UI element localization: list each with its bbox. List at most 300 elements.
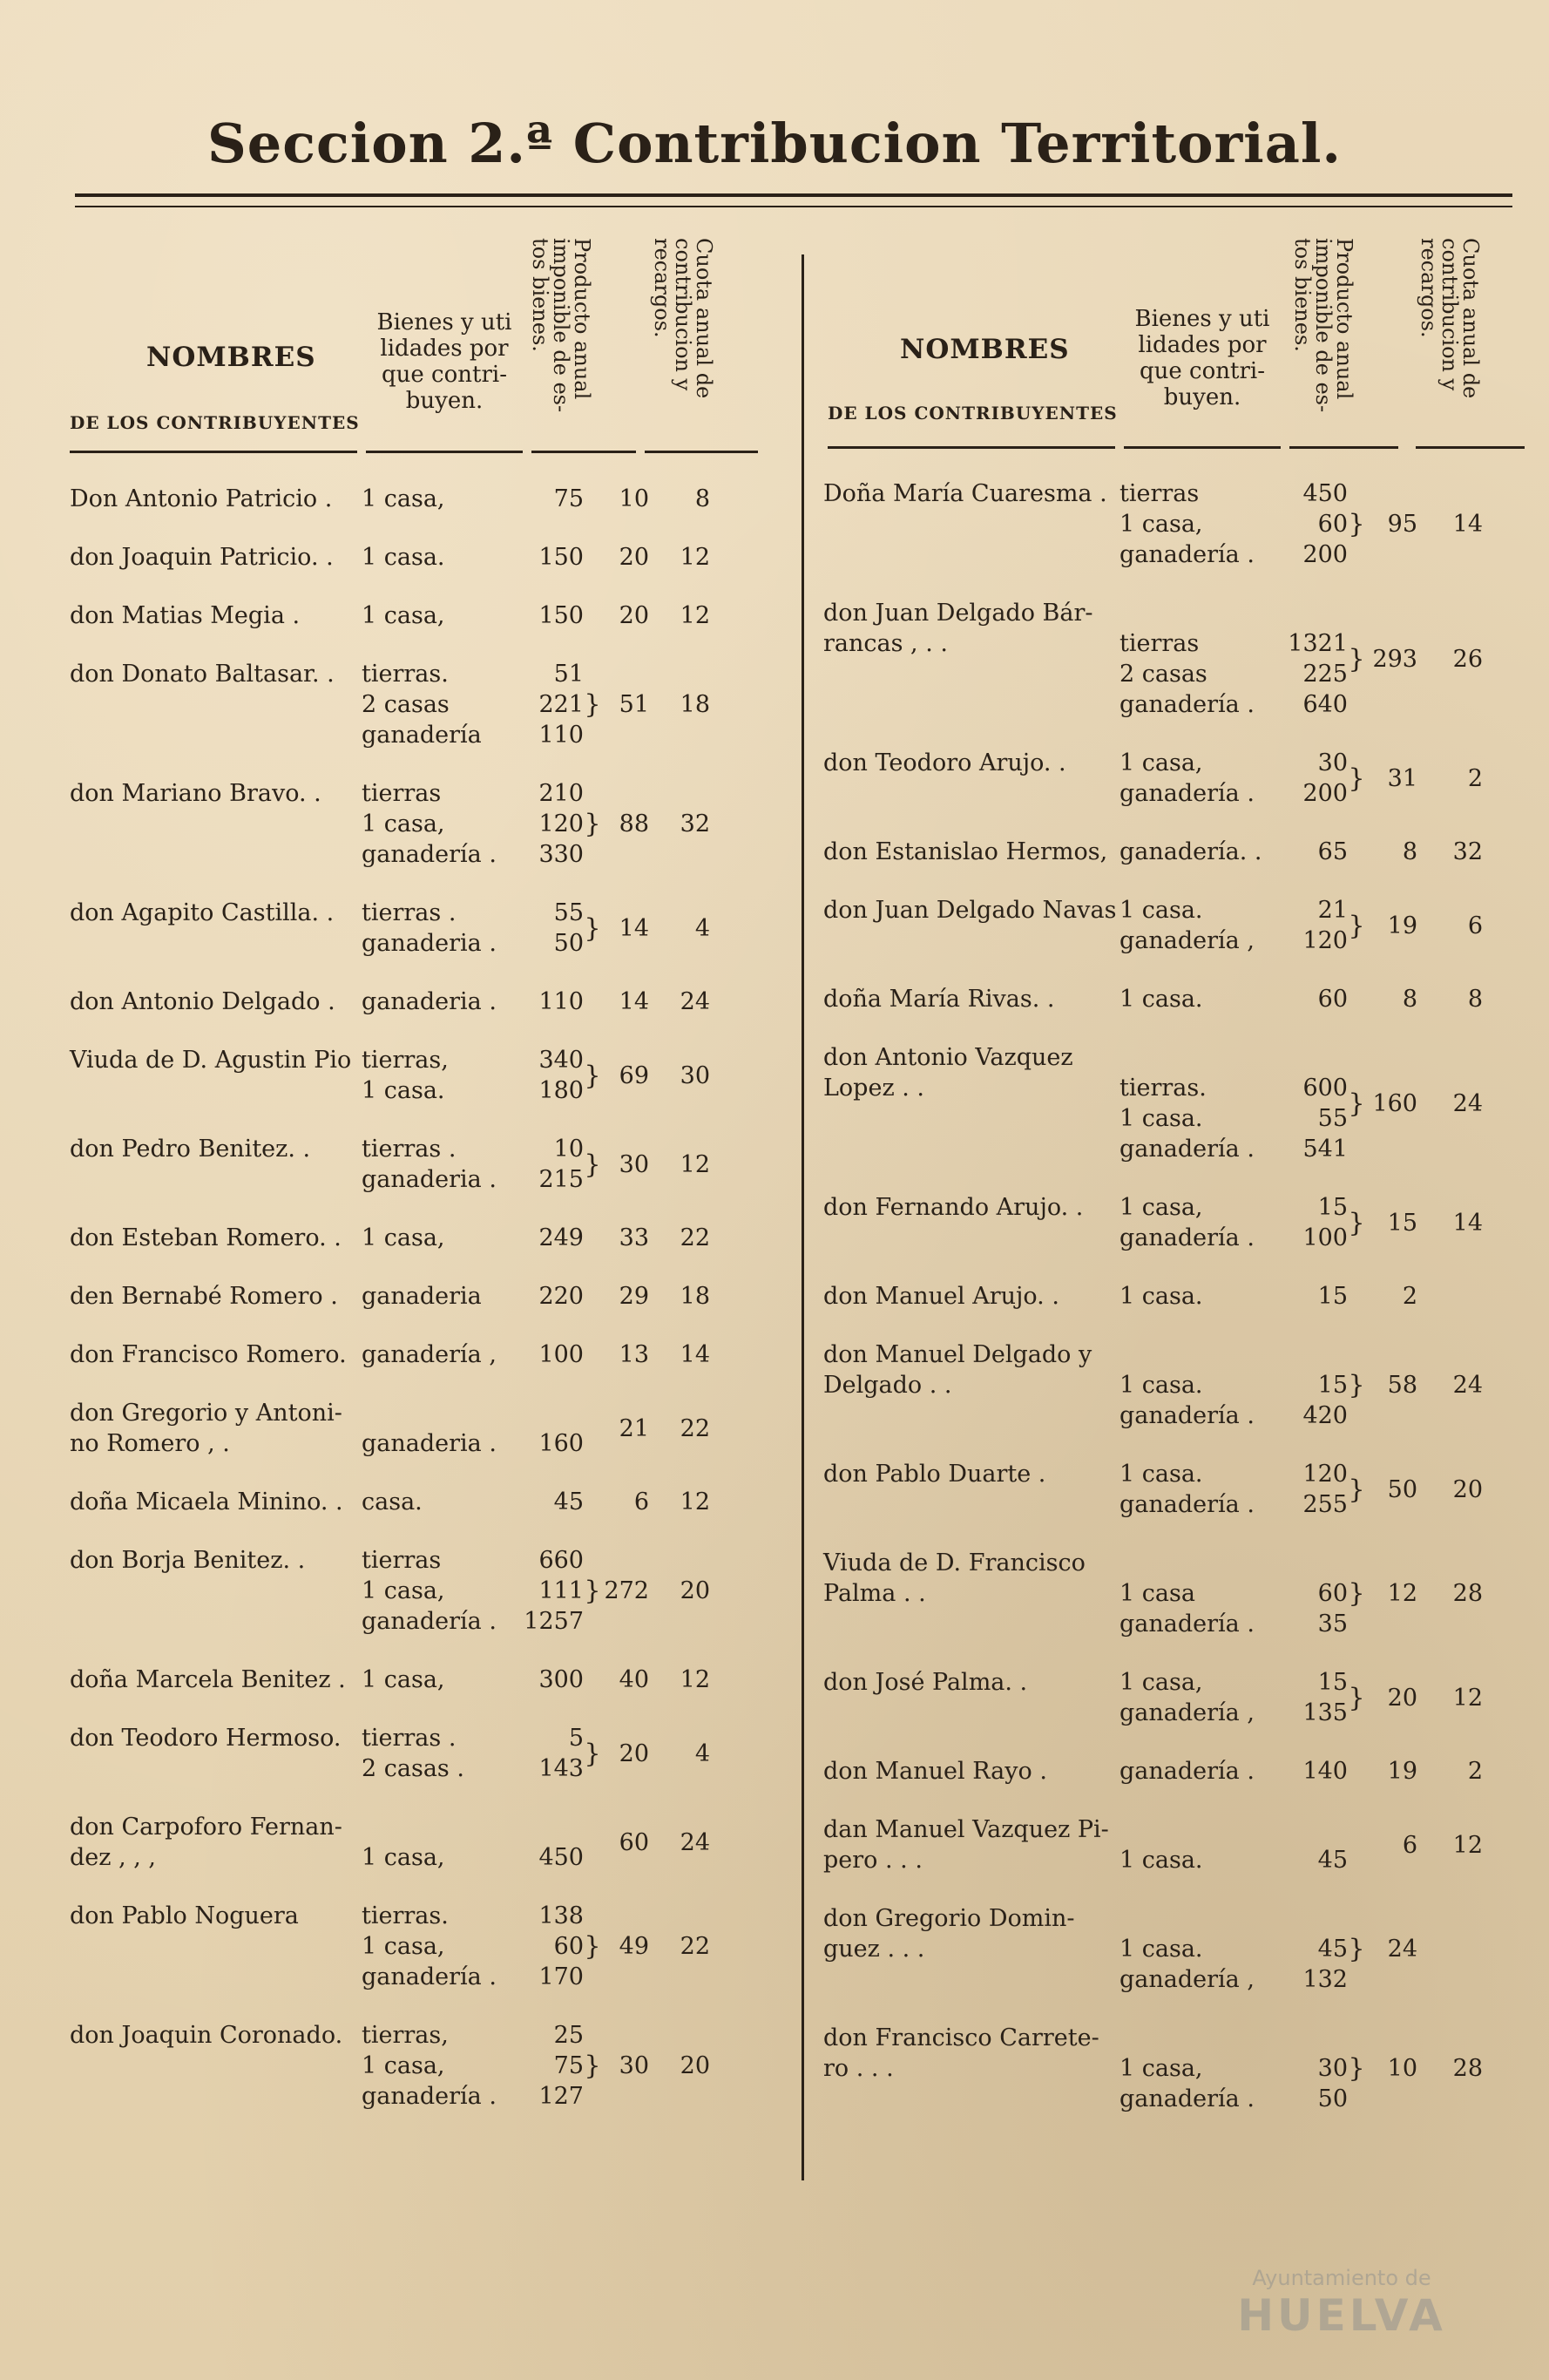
producto-cell: 160: [538, 1430, 584, 1457]
cuota-maravedis-cell: 28: [1452, 2055, 1483, 2082]
bienes-cell: tierras 1 casa, ganadería .: [1119, 480, 1255, 568]
cell-gap: [649, 1723, 671, 1784]
producto-cell: 138 60 170: [538, 1902, 584, 1990]
cuota-reales-cell: 14: [619, 988, 649, 1015]
cuota-reales-cell: 60: [619, 1828, 649, 1856]
watermark-line1: Ayuntamiento de: [1252, 2266, 1431, 2290]
bienes-cell: 1 casa ganadería .: [1119, 1580, 1255, 1638]
cell-gap: [1417, 1548, 1439, 1639]
cell-gap: [649, 898, 671, 959]
header-underline: [828, 446, 1115, 449]
brace-mark: [584, 542, 601, 573]
producto-cell: 45 132: [1302, 1936, 1348, 1993]
cell-gap: [649, 1339, 671, 1370]
brace-mark: [1348, 1756, 1365, 1787]
brace-mark: [584, 1281, 601, 1312]
bienes-cell: 1 casa. ganadería .: [1119, 1461, 1255, 1518]
cell-gap: [649, 1045, 671, 1106]
brace-mark: }: [584, 2051, 601, 2081]
brace-mark: [1348, 1281, 1365, 1312]
brace-mark: }: [1348, 1682, 1365, 1713]
cell-gap: [1417, 1192, 1439, 1253]
brace-mark: }: [584, 689, 601, 720]
header-underline: [366, 451, 523, 453]
cell-gap: [649, 542, 671, 573]
cuota-reales-cell: 69: [619, 1061, 649, 1089]
cuota-maravedis-cell: 22: [680, 1224, 710, 1251]
cuota-maravedis-cell: 22: [680, 1414, 710, 1442]
cuota-reales-cell: 6: [633, 1488, 649, 1515]
header-nombres: NOMBRES: [146, 342, 316, 373]
table-row: [823, 1042, 1529, 1164]
brace-mark: [584, 1665, 601, 1695]
title-rule: [75, 193, 1512, 197]
table-row: [70, 1223, 767, 1253]
contributor-name: den Bernabé Romero .: [70, 1283, 338, 1310]
bienes-cell: tierras. 1 casa, ganadería .: [362, 1902, 497, 1990]
cuota-reales-cell: 13: [619, 1341, 649, 1368]
producto-cell: 15 420: [1302, 1372, 1348, 1429]
bienes-cell: 1 casa,: [362, 1844, 445, 1871]
producto-cell: 120 255: [1302, 1461, 1348, 1518]
contributor-name: don Pablo Duarte .: [823, 1461, 1046, 1488]
producto-cell: 249: [538, 1224, 584, 1251]
cuota-reales-cell: 19: [1387, 912, 1417, 939]
producto-cell: 15 135: [1302, 1669, 1348, 1726]
bienes-cell: 1 casa,: [362, 602, 445, 629]
cuota-reales-cell: 95: [1387, 511, 1417, 538]
contributor-name: Don Antonio Patricio .: [70, 485, 333, 512]
right-header: [823, 231, 1529, 451]
bienes-cell: tierras . ganaderia .: [362, 1136, 497, 1193]
cuota-maravedis-cell: 24: [680, 1828, 710, 1856]
cell-gap: [649, 1665, 671, 1695]
cuota-maravedis-cell: 12: [680, 1150, 710, 1178]
bienes-cell: 1 casa. ganadería ,: [1119, 1936, 1255, 1993]
cell-gap: [649, 1812, 671, 1873]
brace-mark: [584, 600, 601, 631]
producto-cell: 300: [538, 1666, 584, 1693]
table-row: [70, 1339, 767, 1370]
cuota-reales-cell: 19: [1387, 1758, 1417, 1785]
cell-gap: [1417, 478, 1439, 570]
table-row: [70, 542, 767, 573]
bienes-cell: 1 casa.: [1119, 1283, 1203, 1310]
producto-cell: 1321 225 640: [1288, 630, 1348, 718]
bienes-cell: 1 casa, ganadería .: [1119, 1194, 1255, 1251]
table-row: [70, 1487, 767, 1517]
bienes-cell: 1 casa.: [362, 544, 445, 571]
cell-gap: [1417, 1339, 1439, 1431]
cuota-reales-cell: 12: [1387, 1580, 1417, 1607]
cuota-reales-cell: 58: [1387, 1372, 1417, 1399]
cuota-reales-cell: 20: [619, 1739, 649, 1767]
cuota-maravedis-cell: 24: [1452, 1089, 1483, 1117]
table-row: [823, 1192, 1529, 1253]
header-cuota: [650, 238, 716, 444]
brace-mark: }: [1348, 1578, 1365, 1609]
brace-mark: }: [1348, 1207, 1365, 1238]
brace-mark: [584, 1339, 601, 1370]
bienes-cell: ganadería .: [1119, 1758, 1255, 1785]
cuota-maravedis-cell: 12: [1452, 1684, 1483, 1712]
bienes-cell: tierras 1 casa, ganadería .: [362, 1547, 497, 1635]
contributor-name: don Matias Megia .: [70, 602, 301, 629]
cuota-reales-cell: 30: [619, 2052, 649, 2079]
table-row: [823, 1548, 1529, 1639]
producto-cell: 10 215: [538, 1136, 584, 1193]
cuota-maravedis-cell: 8: [694, 485, 710, 512]
table-row: [70, 1812, 767, 1873]
producto-cell: 660 111 1257: [524, 1547, 584, 1635]
contributor-name: don Joaquin Coronado.: [70, 2022, 343, 2049]
producto-cell: 25 75 127: [538, 2022, 584, 2110]
header-producto: [528, 238, 594, 444]
cuota-reales-cell: 24: [1387, 1936, 1417, 1963]
table-row: [70, 1901, 767, 1992]
header-underline: [1124, 446, 1281, 449]
cuota-maravedis-cell: 20: [680, 2052, 710, 2079]
table-row: [70, 600, 767, 631]
header-underline: [1416, 446, 1525, 449]
bienes-cell: tierras . 2 casas .: [362, 1725, 464, 1782]
header-cuota: [1417, 238, 1483, 444]
cell-gap: [649, 1487, 671, 1517]
header-bienes: Bienes y uti lidades por que contri- buyen.: [1134, 306, 1270, 410]
cell-gap: [1417, 1459, 1439, 1520]
brace-mark: [584, 484, 601, 514]
producto-cell: 600 55 541: [1302, 1075, 1348, 1163]
cuota-reales-cell: 2: [1402, 1283, 1417, 1310]
brace-mark: }: [1348, 763, 1365, 794]
cuota-reales-cell: 10: [619, 485, 649, 512]
producto-cell: 150: [538, 544, 584, 571]
table-row: [70, 1545, 767, 1637]
cuota-reales-cell: 293: [1372, 645, 1417, 673]
table-row: [823, 1903, 1529, 1995]
producto-cell: 75: [553, 485, 584, 512]
producto-cell: 45: [1317, 1847, 1348, 1874]
header-nombres: NOMBRES: [900, 334, 1070, 365]
cell-gap: [1417, 1042, 1439, 1164]
producto-cell: 340 180: [538, 1047, 584, 1104]
contributor-name: don Esteban Romero. .: [70, 1224, 342, 1251]
header-producto-text: Producto anual imponible de es- tos bienes.: [528, 238, 594, 413]
cuota-maravedis-cell: 12: [680, 1488, 710, 1515]
table-row: [823, 1459, 1529, 1520]
producto-cell: 30 200: [1302, 749, 1348, 807]
contributor-name: dan Manuel Vazquez Pi- pero . . .: [823, 1816, 1109, 1874]
producto-cell: 100: [538, 1341, 584, 1368]
cuota-reales-cell: 40: [619, 1666, 649, 1693]
cell-gap: [649, 1398, 671, 1459]
cuota-maravedis-cell: 12: [680, 602, 710, 629]
brace-mark: }: [584, 1149, 601, 1180]
brace-mark: }: [1348, 1474, 1365, 1505]
cell-gap: [1417, 984, 1439, 1014]
brace-mark: }: [1348, 1370, 1365, 1400]
cell-gap: [649, 600, 671, 631]
header-producto-text: Producto anual imponible de es- tos bienes.: [1290, 238, 1356, 413]
table-row: [823, 478, 1529, 570]
cell-gap: [1417, 895, 1439, 956]
cell-gap: [649, 659, 671, 750]
producto-cell: 5 143: [538, 1725, 584, 1782]
brace-mark: }: [584, 1576, 601, 1606]
bienes-cell: 1 casa, ganadería ,: [1119, 1669, 1255, 1726]
cuota-maravedis-cell: 18: [680, 1283, 710, 1310]
cell-gap: [1417, 1667, 1439, 1728]
table-row: [823, 1667, 1529, 1728]
cuota-maravedis-cell: 28: [1452, 1580, 1483, 1607]
cell-gap: [649, 1281, 671, 1312]
cell-gap: [649, 1545, 671, 1637]
contributor-name: don Gregorio Domin- guez . . .: [823, 1905, 1075, 1963]
right-column: [823, 231, 1529, 2112]
cuota-reales-cell: 29: [619, 1283, 649, 1310]
table-row: [70, 1665, 767, 1695]
bienes-cell: tierras 2 casas ganadería .: [1119, 630, 1255, 718]
brace-mark: }: [584, 912, 601, 944]
table-row: [823, 1281, 1529, 1312]
cuota-maravedis-cell: [1439, 1903, 1483, 1995]
table-row: [823, 1756, 1529, 1787]
contributor-name: don Juan Delgado Navas: [823, 897, 1117, 924]
left-column: [70, 231, 767, 2110]
bienes-cell: ganaderia .: [362, 988, 497, 1015]
producto-cell: 450 60 200: [1302, 480, 1348, 568]
brace-mark: [584, 1398, 601, 1459]
page-title: Seccion 2.ª Contribucion Territorial.: [206, 112, 1343, 175]
cuota-maravedis-cell: 32: [680, 810, 710, 837]
producto-cell: 15 100: [1302, 1194, 1348, 1251]
cuota-reales-cell: 33: [619, 1224, 649, 1251]
contributor-name: don Juan Delgado Bár- rancas , . .: [823, 600, 1093, 657]
header-underline: [531, 451, 636, 453]
table-row: [70, 898, 767, 959]
table-row: [70, 659, 767, 750]
bienes-cell: 1 casa,: [362, 485, 445, 512]
table-row: [70, 987, 767, 1017]
contributor-name: don Joaquin Patricio. .: [70, 544, 334, 571]
table-row: [823, 837, 1529, 867]
contributor-name: don Teodoro Hermoso.: [70, 1725, 342, 1752]
table-row: [70, 1134, 767, 1195]
left-header: [70, 231, 767, 451]
cuota-reales-cell: 50: [1387, 1475, 1417, 1503]
brace-mark: }: [584, 809, 601, 839]
contributor-name: don Antonio Vazquez Lopez . .: [823, 1044, 1073, 1102]
cuota-maravedis-cell: 24: [1452, 1372, 1483, 1399]
table-row: [70, 484, 767, 514]
cuota-reales-cell: 14: [619, 914, 649, 942]
watermark-logo: [1185, 2205, 1498, 2344]
bienes-cell: 1 casa. ganadería .: [1119, 1372, 1255, 1429]
contributor-name: Viuda de D. Francisco Palma . .: [823, 1549, 1086, 1607]
table-row: [823, 2023, 1529, 2114]
brace-mark: [584, 987, 601, 1017]
bienes-cell: 1 casa,: [362, 1224, 445, 1251]
cell-gap: [649, 1223, 671, 1253]
contributor-name: don Pedro Benitez. .: [70, 1136, 311, 1163]
contributor-name: don Gregorio y Antoni- no Romero , .: [70, 1400, 342, 1457]
cell-gap: [1417, 748, 1439, 809]
producto-cell: 45: [553, 1488, 584, 1515]
producto-cell: 140: [1302, 1758, 1348, 1785]
cuota-reales-cell: 49: [619, 1933, 649, 1960]
header-underline: [70, 451, 357, 453]
contributor-name: doña Micaela Minino. .: [70, 1488, 343, 1515]
cell-gap: [1417, 1281, 1439, 1312]
bienes-cell: ganadería. .: [1119, 838, 1262, 865]
table-row: [823, 895, 1529, 956]
producto-cell: 220: [538, 1283, 584, 1310]
cell-gap: [649, 1901, 671, 1992]
contributor-name: doña Marcela Benitez .: [70, 1666, 346, 1693]
bienes-cell: 1 casa.: [1119, 1847, 1203, 1874]
cell-gap: [1417, 2023, 1439, 2114]
contributor-name: don Donato Baltasar. .: [70, 661, 335, 688]
bienes-cell: tierras 1 casa, ganadería .: [362, 780, 497, 868]
brace-mark: }: [1348, 643, 1365, 675]
cuota-maravedis-cell: 4: [694, 1739, 710, 1767]
cuota-maravedis-cell: 2: [1467, 1758, 1483, 1785]
brace-mark: }: [584, 1060, 601, 1091]
producto-cell: 30 50: [1317, 2055, 1348, 2112]
contributor-name: don Manuel Rayo .: [823, 1758, 1047, 1785]
cuota-maravedis-cell: 12: [680, 1666, 710, 1693]
cuota-maravedis-cell: 24: [680, 988, 710, 1015]
cuota-maravedis-cell: 8: [1467, 986, 1483, 1013]
producto-cell: 65: [1317, 838, 1348, 865]
cell-gap: [1417, 1756, 1439, 1787]
watermark-line2: HUELVA: [1237, 2290, 1446, 2341]
producto-cell: 55 50: [553, 899, 584, 957]
table-row: [823, 598, 1529, 720]
contributor-name: don Agapito Castilla. .: [70, 899, 335, 926]
brace-mark: }: [1348, 910, 1365, 941]
contributor-name: don Manuel Arujo. .: [823, 1283, 1059, 1310]
bienes-cell: 1 casa. ganadería ,: [1119, 897, 1255, 954]
contributor-name: don Mariano Bravo. .: [70, 780, 321, 807]
cuota-maravedis-cell: 32: [1452, 838, 1483, 865]
header-cuota-text: Cuota anual de contribucion y recargos.: [650, 238, 716, 399]
cuota-maravedis-cell: 12: [1452, 1831, 1483, 1859]
bienes-cell: ganaderia: [362, 1283, 482, 1310]
cuota-maravedis-cell: 26: [1452, 645, 1483, 673]
cuota-maravedis-cell: 20: [680, 1577, 710, 1604]
producto-cell: 60 35: [1317, 1580, 1348, 1638]
table-row: [823, 1339, 1529, 1431]
brace-mark: }: [584, 1738, 601, 1769]
brace-mark: [584, 1812, 601, 1873]
table-row: [70, 778, 767, 870]
contributor-name: don Antonio Delgado .: [70, 988, 335, 1015]
cuota-reales-cell: 10: [1387, 2055, 1417, 2082]
contributor-name: don Francisco Romero.: [70, 1341, 347, 1368]
producto-cell: 210 120 330: [538, 780, 584, 868]
contributor-name: don Manuel Delgado y Delgado . .: [823, 1341, 1092, 1399]
table-row: [70, 1045, 767, 1106]
header-producto: [1290, 238, 1356, 444]
cuota-maravedis-cell: 6: [1467, 912, 1483, 939]
cuota-maravedis-cell: 22: [680, 1933, 710, 1960]
table-row: [823, 1814, 1529, 1875]
cuota-maravedis-cell: 14: [1452, 1209, 1483, 1237]
cuota-reales-cell: 88: [619, 810, 649, 837]
contributor-name: doña María Rivas. .: [823, 986, 1055, 1013]
cuota-maravedis-cell: 4: [694, 914, 710, 942]
contributor-name: don José Palma. .: [823, 1669, 1028, 1696]
cuota-reales-cell: 31: [1387, 764, 1417, 792]
producto-cell: 21 120: [1302, 897, 1348, 954]
bienes-cell: 1 casa, ganadería .: [1119, 2055, 1255, 2112]
table-row: [823, 748, 1529, 809]
contributor-name: Doña María Cuaresma .: [823, 480, 1107, 507]
producto-cell: 51 221 110: [538, 661, 584, 749]
bienes-cell: tierras, 1 casa.: [362, 1047, 449, 1104]
cell-gap: [649, 2020, 671, 2112]
cuota-reales-cell: 30: [619, 1150, 649, 1178]
cell-gap: [1417, 598, 1439, 720]
bienes-cell: ganaderia .: [362, 1430, 497, 1457]
brace-mark: [584, 1223, 601, 1253]
cell-gap: [649, 1134, 671, 1195]
cuota-maravedis-cell: 30: [680, 1061, 710, 1089]
cuota-maravedis-cell: 12: [680, 544, 710, 571]
table-row: [70, 1723, 767, 1784]
cuota-maravedis-cell: 20: [1452, 1475, 1483, 1503]
cuota-reales-cell: 21: [619, 1414, 649, 1442]
bienes-cell: tierras . ganaderia .: [362, 899, 497, 957]
cuota-maravedis-cell: [1439, 1281, 1483, 1312]
brace-mark: }: [1348, 1934, 1365, 1964]
contributor-name: don Borja Benitez. .: [70, 1547, 306, 1574]
header-underline: [645, 451, 758, 453]
cuota-reales-cell: 160: [1372, 1089, 1417, 1117]
cuota-reales-cell: 20: [1387, 1684, 1417, 1712]
cuota-maravedis-cell: 14: [1452, 511, 1483, 538]
cuota-reales-cell: 8: [1402, 838, 1417, 865]
brace-mark: [1348, 1814, 1365, 1875]
contributor-name: Viuda de D. Agustin Pio: [70, 1047, 352, 1074]
right-rows: [823, 478, 1529, 2142]
cuota-reales-cell: 8: [1402, 986, 1417, 1013]
cuota-reales-cell: 6: [1402, 1831, 1417, 1859]
cell-gap: [1417, 1814, 1439, 1875]
brace-mark: [1348, 837, 1365, 867]
bienes-cell: tierras, 1 casa, ganadería .: [362, 2022, 497, 2110]
cuota-reales-cell: 272: [604, 1577, 649, 1604]
header-contribuyentes: DE LOS CONTRIBUYENTES: [70, 412, 360, 433]
table-row: [70, 1281, 767, 1312]
producto-cell: 15: [1317, 1283, 1348, 1310]
title-rule-thin: [75, 206, 1512, 207]
cell-gap: [1417, 837, 1439, 867]
cell-gap: [1417, 1903, 1439, 1995]
contributor-name: don Teodoro Arujo. .: [823, 749, 1066, 776]
brace-mark: }: [1348, 1088, 1365, 1119]
cuota-reales-cell: 15: [1387, 1209, 1417, 1237]
cuota-maravedis-cell: 14: [680, 1341, 710, 1368]
producto-cell: 60: [1317, 986, 1348, 1013]
bienes-cell: casa.: [362, 1488, 423, 1515]
producto-cell: 450: [538, 1844, 584, 1871]
table-row: [823, 984, 1529, 1014]
cuota-maravedis-cell: 18: [680, 691, 710, 718]
cuota-maravedis-cell: 2: [1467, 764, 1483, 792]
contributor-name: don Francisco Carrete- ro . . .: [823, 2024, 1099, 2082]
